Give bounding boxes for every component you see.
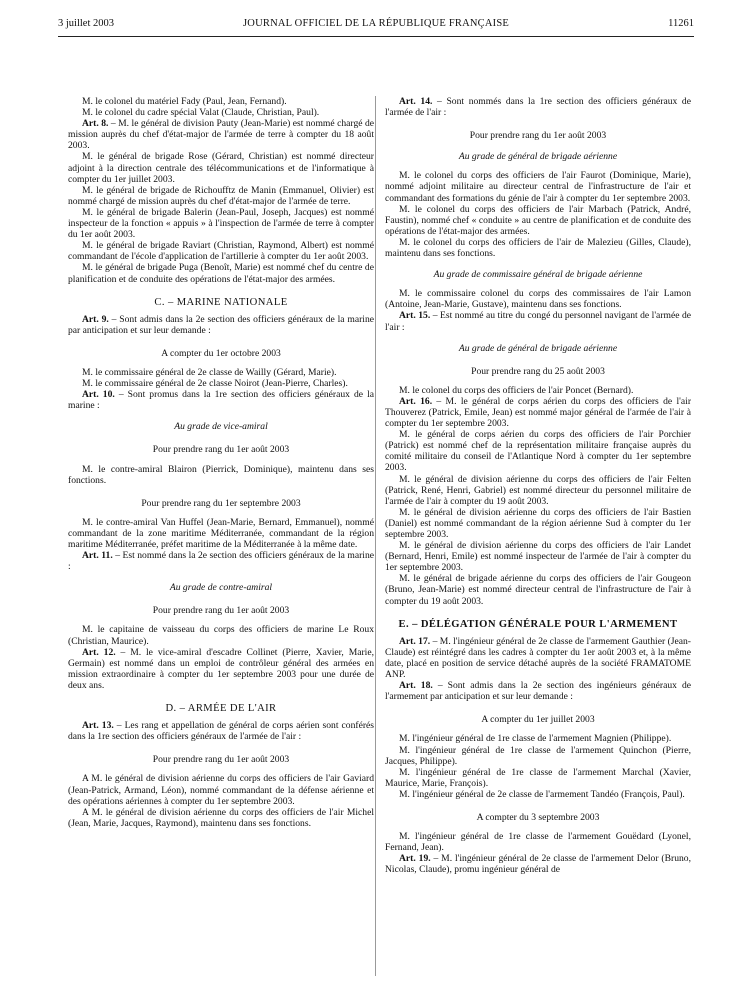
- section-heading: E. – DÉLÉGATION GÉNÉRALE POUR L'ARMEMENT: [398, 618, 678, 630]
- paragraph: [385, 507, 691, 540]
- section-heading: D. – ARMÉE DE L'AIR: [165, 703, 277, 715]
- article-number: Art. 15.: [399, 310, 431, 322]
- paragraph: [68, 185, 374, 207]
- date-line: Pour prendre rang du 1er août 2003: [469, 130, 607, 142]
- paragraph-text: M. le commissaire général de 2e classe Noirot (Jean-Pierre, Charles).: [82, 378, 348, 390]
- paragraph-text: M. le général de corps aérien du corps des officiers de l'air Porchier (Patrick) est nommé chef de la représentation militaire française auprès du comité militaire du conseil de l'Atlantique Nord à compter du 1er septembre 2003.: [385, 429, 691, 474]
- paragraph: [68, 240, 374, 262]
- paragraph: [68, 262, 374, 284]
- paragraph: [68, 107, 374, 118]
- paragraph-text: M. le général de brigade Rose (Gérard, Christian) est nommé directeur adjoint à la direction centrale des télécommunications et de l'informatique à compter du 1er juillet 2003.: [68, 151, 374, 185]
- article-number: Art. 13.: [82, 720, 114, 732]
- paragraph-text: M. le général de brigade aérienne du corps des officiers de l'air Gougeon (Bruno, Jean-Marie) est nommé directeur central de l'infrastructure de l'air à compter du 19 août 2003.: [385, 573, 691, 607]
- paragraph: [385, 237, 691, 259]
- paragraph: [385, 853, 691, 875]
- paragraph: [68, 624, 374, 646]
- date-line: Pour prendre rang du 1er août 2003: [152, 605, 290, 617]
- paragraph: [68, 807, 374, 829]
- paragraph-text: – Sont admis dans la 2e section des officiers généraux de la marine par anticipation et sur leur demande :: [68, 313, 374, 336]
- article-number: Art. 18.: [399, 680, 433, 692]
- paragraph-text: M. le général de division aérienne du corps des officiers de l'air Landet (Bernard, Henri, Emile) est nommé inspecteur de l'armée de l'air à compter du 1er septembre 2003.: [385, 540, 691, 574]
- paragraph: [68, 464, 374, 486]
- article-number: Art. 16.: [399, 395, 433, 407]
- paragraph: [385, 540, 691, 573]
- article-number: Art. 17.: [399, 635, 431, 647]
- paragraph-text: – M. le vice-amiral d'escadre Collinet (Pierre, Xavier, Marie, Germain) est nommé dans un emploi de contrôleur général des armées en mission extraordinaire à compter du 1er septembre 2003 pour une durée de deux ans.: [68, 646, 374, 691]
- paragraph: [385, 745, 691, 767]
- header-rule: [58, 36, 694, 37]
- date-line: Pour prendre rang du 25 août 2003: [471, 365, 605, 377]
- paragraph-text: M. le colonel du cadre spécial Valat (Claude, Christian, Paul).: [82, 107, 320, 119]
- paragraph: [385, 767, 691, 789]
- paragraph-text: M. le général de brigade Raviart (Christian, Raymond, Albert) est nommé commandant de l'école d'application de l'artillerie à compter du 1er août 2003.: [68, 240, 374, 263]
- paragraph: [68, 517, 374, 550]
- paragraph: [385, 636, 691, 680]
- paragraph-text: M. le capitaine de vaisseau du corps des officiers de marine Le Roux (Christian, Maurice).: [68, 624, 374, 647]
- paragraph: [68, 720, 374, 742]
- left-column: [68, 96, 374, 976]
- article-number: Art. 9.: [82, 313, 109, 325]
- grade-heading: Au grade de contre-amiral: [169, 582, 273, 594]
- date-line: Pour prendre rang du 1er août 2003: [152, 754, 290, 766]
- page-header: [58, 18, 694, 34]
- paragraph: [68, 647, 374, 691]
- paragraph-text: – Les rang et appellation de général de corps aérien sont conférés dans la 1re section des officiers généraux de l'armée de l'air :: [68, 720, 374, 743]
- paragraph: [68, 378, 374, 389]
- paragraph-text: – Sont promus dans la 1re section des officiers généraux de la marine :: [68, 389, 374, 412]
- header-title: JOURNAL OFFICIEL DE LA RÉPUBLIQUE FRANÇAISE: [243, 18, 509, 29]
- paragraph-text: M. le général de division aérienne du corps des officiers de l'air Bastien (Daniel) est nommé commandant de la région aérienne Sud à compter du 1er septembre 2003.: [385, 506, 691, 540]
- paragraph-text: – M. le général de corps aérien du corps des officiers de l'air Thouverez (Patrick, Emile, Jean) est nommé major général de l'armée de l'air à compter du 1er septembre 2003.: [385, 395, 691, 430]
- header-date: 3 juillet 2003: [58, 18, 114, 29]
- date-line: Pour prendre rang du 1er septembre 2003: [141, 497, 301, 509]
- paragraph-text: M. le commissaire colonel du corps des commissaires de l'air Lamon (Antoine, Jean-Marie, Gustave), maintenu dans ses fonctions.: [385, 288, 691, 311]
- column-separator: [375, 96, 376, 976]
- paragraph-text: A M. le général de division aérienne du corps des officiers de l'air Michel (Jean, Marie, Jacques, Raymond), maintenu dans ses fonctions.: [68, 806, 374, 829]
- paragraph-text: – Sont nommés dans la 1re section des officiers généraux de l'armée de l'air :: [385, 96, 691, 119]
- paragraph: [385, 429, 691, 473]
- date-line: A compter du 1er octobre 2003: [161, 347, 281, 359]
- paragraph-text: M. le contre-amiral Van Huffel (Jean-Marie, Bernard, Emmanuel), nommé commandant de la zone maritime Méditerranée, commandant de la région maritime Méditerranée, préfet maritime de la Méditerranée à la même date.: [68, 516, 374, 550]
- paragraph: [385, 680, 691, 702]
- article-number: Art. 10.: [82, 389, 115, 401]
- paragraph-text: – M. l'ingénieur général de 2e classe de l'armement Delor (Bruno, Nicolas, Claude), promu ingénieur général de: [385, 853, 691, 876]
- paragraph-text: M. le général de division aérienne du corps des officiers de l'air Felten (Patrick, René, Henri, Gabriel) est nommé directeur du personnel militaire de l'armée de l'air à compter du 19 août 2003.: [385, 473, 691, 507]
- paragraph: [385, 204, 691, 237]
- article-number: Art. 19.: [399, 853, 431, 865]
- paragraph-text: M. le colonel du corps des officiers de l'air de Malezieu (Gilles, Claude), maintenu dans ses fonctions.: [385, 236, 691, 260]
- paragraph-text: – M. l'ingénieur général de 2e classe de l'armement Gauthier (Jean-Claude) est réintégré dans les cadres à compter du 1er août 2003 et, à la même date, placé en position de service détaché auprès de la société FRAMATOME ANP.: [385, 635, 691, 681]
- grade-heading: Au grade de vice-amiral: [174, 421, 268, 433]
- paragraph: [68, 118, 374, 151]
- paragraph: [68, 151, 374, 184]
- paragraph-text: M. l'ingénieur général de 1re classe de l'armement Magnien (Philippe).: [399, 733, 672, 745]
- paragraph-text: M. l'ingénieur général de 2e classe de l'armement Tandéo (François, Paul).: [399, 788, 685, 800]
- paragraph: [68, 314, 374, 336]
- paragraph: [385, 170, 691, 203]
- paragraph: [385, 474, 691, 507]
- date-line: A compter du 1er juillet 2003: [481, 714, 595, 726]
- paragraph-text: M. l'ingénieur général de 1re classe de l'armement Marchal (Xavier, Maurice, Marie, François).: [385, 766, 691, 789]
- paragraph: [385, 733, 691, 744]
- paragraph: [385, 385, 691, 396]
- paragraph-text: M. le commissaire général de 2e classe de Wailly (Gérard, Marie).: [82, 366, 337, 378]
- paragraph-text: M. le général de brigade Balerin (Jean-Paul, Joseph, Jacques) est nommé inspecteur de la fonction « appuis » à l'inspection de l'armée de terre à compter du 1er août 2003.: [68, 206, 374, 241]
- article-number: Art. 11.: [82, 550, 113, 562]
- paragraph-text: M. le contre-amiral Blairon (Pierrick, Dominique), maintenu dans ses fonctions.: [68, 463, 374, 486]
- date-line: A compter du 3 septembre 2003: [476, 811, 600, 823]
- article-number: Art. 14.: [399, 96, 433, 107]
- paragraph-text: – M. le général de division Pauty (Jean-Marie) est nommé chargé de mission auprès du chef d'état-major de l'armée de terre à compter du 18 août 2003.: [68, 118, 374, 152]
- paragraph-text: – Est nommé au titre du congé du personnel navigant de l'armée de l'air :: [385, 310, 691, 333]
- paragraph-text: M. le colonel du corps des officiers de l'air Poncet (Bernard).: [399, 384, 634, 396]
- grade-heading: Au grade de général de brigade aérienne: [458, 342, 618, 354]
- paragraph: [385, 288, 691, 310]
- paragraph-text: M. l'ingénieur général de 1re classe de l'armement Quinchon (Pierre, Jacques, Philippe).: [385, 744, 691, 767]
- paragraph-text: M. le colonel du corps des officiers de l'air Faurot (Dominique, Marie), nommé adjoint militaire au directeur central de l'infrastructure de l'air et commandant des formations du génie de l'air à compter du 1er septembre 2003.: [385, 170, 691, 204]
- paragraph: [385, 573, 691, 606]
- paragraph: [385, 310, 691, 332]
- paragraph: [385, 396, 691, 429]
- paragraph-text: M. le colonel du corps des officiers de l'air Marbach (Patrick, André, Faustin), nommé chef « conduite » au centre de planification et de conduite des opérations de l'état-major des armées.: [385, 203, 691, 237]
- paragraph: [68, 389, 374, 411]
- paragraph: [68, 207, 374, 240]
- header-page-number: 11261: [668, 18, 694, 29]
- grade-heading: Au grade de commissaire général de brigade aérienne: [433, 269, 643, 281]
- paragraph: [385, 789, 691, 800]
- paragraph: [68, 550, 374, 572]
- paragraph-text: M. le colonel du matériel Fady (Paul, Jean, Fernand).: [82, 96, 287, 107]
- paragraph-text: M. l'ingénieur général de 1re classe de l'armement Gouëdard (Lyonel, Fernand, Jean).: [385, 831, 691, 854]
- article-number: Art. 8.: [82, 118, 109, 130]
- paragraph: [385, 96, 691, 118]
- paragraph-text: – Est nommé dans la 2e section des officiers généraux de la marine :: [68, 550, 374, 573]
- paragraph-text: M. le général de brigade de Richoufftz de Manin (Emmanuel, Olivier) est nommé chargé de mission auprès du chef d'état-major de l'armée de terre.: [68, 184, 374, 207]
- paragraph-text: A M. le général de division aérienne du corps des officiers de l'air Gaviard (Jean-Patrick, Armand, Léon), nommé commandant de la défense aérienne et des opérations aériennes à compter du 1er septembre 2003.: [68, 773, 374, 807]
- paragraph: [68, 367, 374, 378]
- paragraph-text: M. le général de brigade Puga (Benoît, Marie) est nommé chef du centre de planification et de conduite des opérations de l'état-major des armées.: [68, 262, 374, 285]
- paragraph: [68, 773, 374, 806]
- paragraph: [385, 831, 691, 853]
- grade-heading: Au grade de général de brigade aérienne: [458, 151, 618, 163]
- paragraph: [68, 96, 374, 107]
- section-heading: C. – MARINE NATIONALE: [154, 296, 288, 308]
- right-column: [385, 96, 691, 976]
- date-line: Pour prendre rang du 1er août 2003: [152, 444, 290, 456]
- article-number: Art. 12.: [82, 646, 116, 658]
- paragraph-text: – Sont admis dans la 2e section des ingénieurs généraux de l'armement par anticipation et sur leur demande :: [385, 680, 691, 703]
